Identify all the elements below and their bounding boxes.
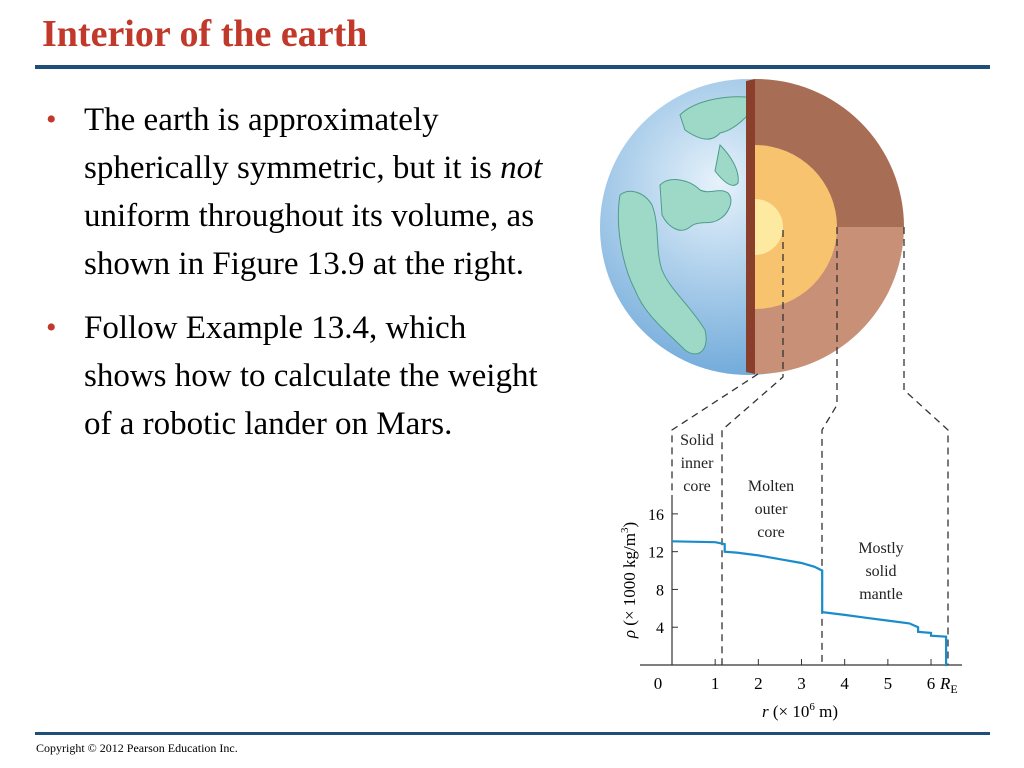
mantle-label: mantle (859, 586, 903, 603)
bullet-marker: • (46, 103, 57, 136)
mantle-label: solid (865, 563, 897, 580)
x-tick-label: 1 (710, 674, 720, 693)
bullet-emphasis: not (500, 150, 543, 186)
copyright-notice: Copyright © 2012 Pearson Education Inc. (36, 741, 238, 755)
bullet-list (44, 96, 544, 464)
y-tick-label: 16 (648, 506, 664, 524)
x-tick-label: 6 (926, 674, 936, 693)
projection-line (904, 227, 948, 665)
x-tick-label: 3 (797, 674, 806, 693)
bullet-item (44, 96, 544, 288)
bullet-text-end: uniform throughout its volume, as shown in Figure 13.9 at the right. (84, 198, 535, 282)
x-tick-label: 2 (754, 674, 763, 693)
earth-interior-figure (600, 75, 990, 725)
x-tick-label: 4 (840, 674, 849, 693)
y-tick-label: 12 (648, 544, 664, 562)
earth-figure (600, 75, 990, 730)
outer-core-label: core (757, 524, 785, 541)
y-tick-label: 8 (656, 582, 664, 600)
inner-core-label: Solid (680, 432, 714, 449)
earth-cutaway (746, 79, 904, 374)
density-chart (619, 495, 962, 721)
slide-title: Interior of the earth (42, 13, 368, 55)
outer-core-label: outer (754, 501, 788, 518)
title-divider (35, 65, 990, 69)
x-ticks (654, 659, 936, 693)
y-tick-label: 4 (656, 620, 664, 638)
y-ticks (648, 507, 678, 637)
outer-core-label: Molten (747, 478, 795, 495)
footer-divider (35, 732, 990, 735)
x-tick-label: 5 (883, 674, 893, 693)
x-tick-label: 0 (653, 674, 663, 693)
inner-core-label: core (683, 478, 711, 495)
crust-edge (746, 79, 755, 374)
inner-core-label: inner (680, 455, 714, 472)
bullet-marker: • (46, 311, 57, 344)
region-labels (680, 432, 904, 603)
bullet-text: Follow Example 13.4, which shows how to calculate the weight of a robotic lander on Mars. (84, 310, 538, 442)
bullet-text: The earth is approximately spherically symmetric, but it is (84, 102, 501, 186)
bullet-item (44, 304, 544, 448)
x-axis-title: r (× $10^6$ m) (761, 701, 839, 721)
mantle-label: Mostly (858, 540, 904, 557)
x-end-tick-label: $R_E$ (940, 674, 958, 696)
density-line (672, 541, 947, 665)
y-axis-title: ρ (× 1000 $kg/m^3$) (619, 521, 639, 639)
